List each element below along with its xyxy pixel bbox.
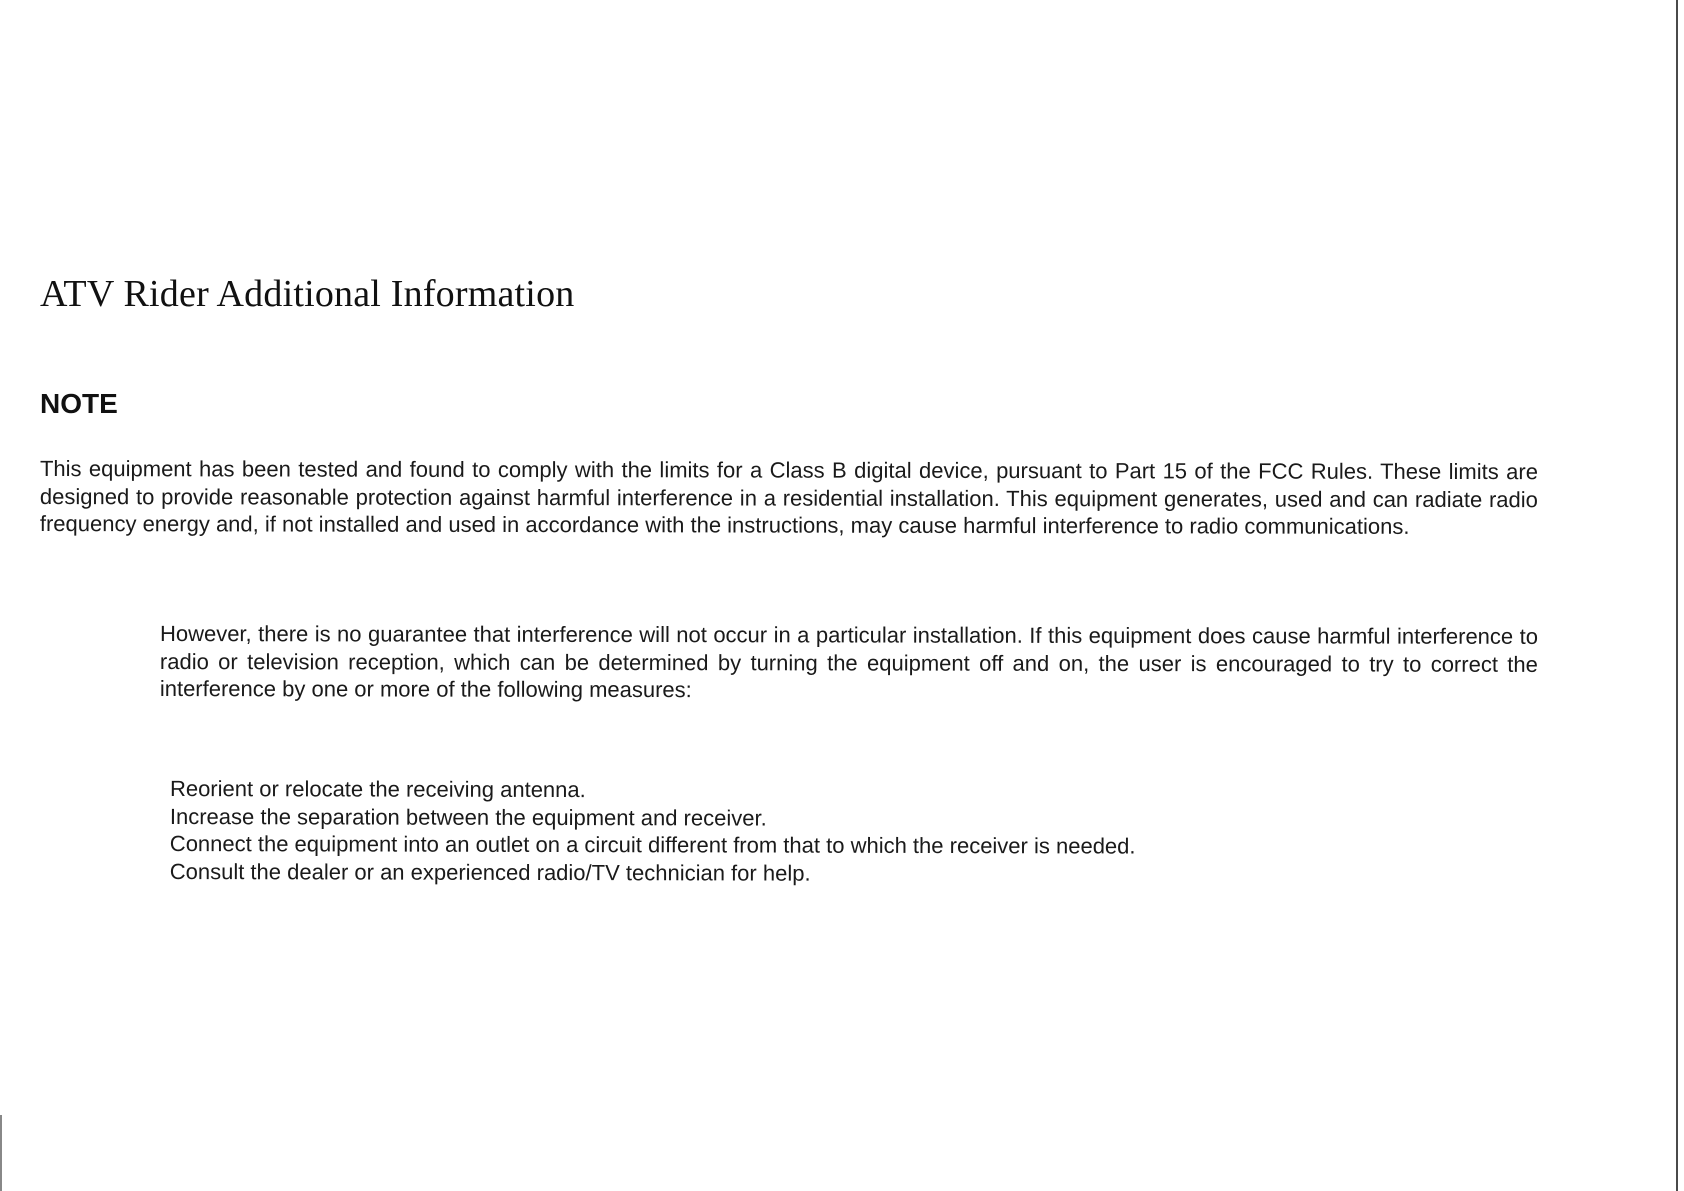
measure-item: Reorient or relocate the receiving antenna. <box>169 776 586 803</box>
measure-item: Increase the separation between the equipment and receiver. <box>169 803 767 831</box>
document-title: ATV Rider Additional Information <box>40 273 575 315</box>
scan-edge-line <box>1676 0 1678 1191</box>
scan-edge-line <box>0 1115 2 1191</box>
measure-item: Consult the dealer or an experienced radio/TV technician for help. <box>169 858 811 886</box>
measures-list <box>170 775 1136 888</box>
interference-paragraph: However, there is no guarantee that interference will not occur in a particular installation. If this equipment does cause harmful interference to radio or television reception, which can be determined by turning the equipment off and on, the user is encouraged to try to correct the interference by one or more of the following measures: <box>159 621 1538 703</box>
measure-item: Connect the equipment into an outlet on a circuit different from that to which the receiver is needed. <box>169 830 1136 859</box>
note-heading: NOTE <box>40 388 118 419</box>
fcc-compliance-paragraph: This equipment has been tested and found to comply with the limits for a Class B digital device, pursuant to Part 15 of the FCC Rules. These limits are designed to provide reasonable protection against harmful interference in a residential installation. This equipment generates, used and can radiate radio frequency energy and, if not installed and used in accordance with the instructions, may cause harmful interference to radio communications. <box>39 456 1538 539</box>
